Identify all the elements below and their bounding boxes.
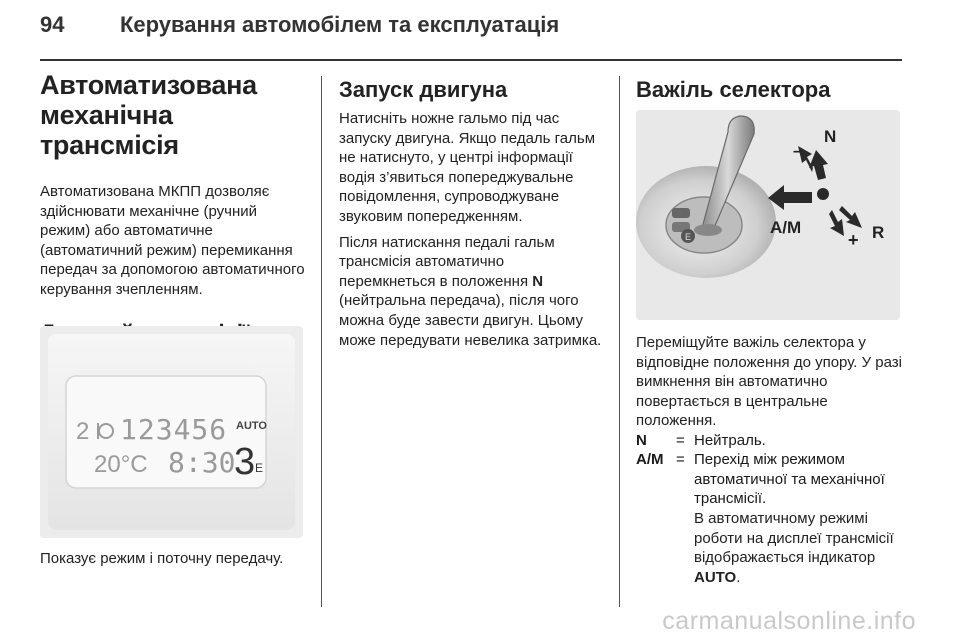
selector-lever-heading: Важіль селектора [636,77,831,102]
current-gear: 3 [234,441,256,483]
label-minus: – [793,141,803,160]
label-plus: + [848,230,859,250]
left-column [40,70,310,346]
para2-text-start: Після натискання педалі гальм трансмісія автоматично перемкнеться в положення [339,233,555,290]
header-divider [40,59,902,61]
transmission-intro: Автоматизована МКПП дозволяє здійснювати механічне (ручний режим) або автоматичне (автоматичний режим) перемикання передач за допомогою автоматичного керування зчепленням. [40,183,305,298]
definition-am [636,450,911,510]
transmission-heading: Автоматизована механічна трансмісія [40,70,257,160]
svg-text:E: E [685,232,692,242]
para2-text-end: (нейтральна передача), після чого можна буде завести двигун. Цьому може передувати невелика затримка. [339,292,602,349]
clock-display: 8:30 [168,446,236,479]
note-text-end: . [736,568,741,586]
right-column [636,70,911,103]
label-r: R [872,223,885,242]
column-divider-1 [321,76,322,607]
page-title: Керування автомобілем та експлуатація [120,12,560,37]
selector-lever-illustration [636,110,900,320]
transmission-display-illustration [40,326,303,538]
page-number: 94 [40,12,65,37]
definition-equals: = [676,451,685,468]
auto-indicator-label: AUTO [694,568,737,586]
middle-column [339,70,604,350]
watermark: carmanualsonline.info [662,607,916,635]
selector-lever-figure [636,110,900,320]
definition-desc: Перехід між режимом автоматичної та механічної трансмісії. [694,451,885,508]
transmission-display-figure [40,326,303,538]
display-caption: Показує режим і поточну передачу. [40,550,284,567]
selector-lever-para: Переміщуйте важіль селектора у відповідне положення до упору. У разі вимкнення він автоматично повертається в центральне положення. [636,334,902,430]
definition-equals: = [676,432,685,449]
definition-n [636,431,911,451]
outside-temperature: 20°C [94,451,148,478]
engine-start-para1: Натисніть ножне гальмо під час запуску двигуна. Якщо педаль гальм не натиснуто, у центрі інформації водія з’явиться попереджувальне повідомлення, супроводжуване звуковим попередженням. [339,110,596,225]
gear-mode-indicator: E [255,461,264,475]
odometer-reading: 123456 [120,413,228,446]
column-divider-2 [619,76,620,607]
definition-term: N [636,432,647,449]
label-n: N [824,127,837,146]
auto-indicator: AUTO [236,420,267,432]
definition-desc: Нейтраль. [694,432,766,449]
definition-term: A/M [636,451,664,468]
neutral-position-label: N [532,272,544,290]
engine-start-heading: Запуск двигуна [339,77,508,102]
engine-start-para2 [339,233,604,351]
auto-mode-note [694,509,910,587]
label-am: A/M [770,218,802,237]
lever-center-position [817,188,829,200]
display-icon-number: 2 [76,418,90,445]
page-header [40,10,920,50]
note-text-start: В автоматичному режимі роботи на дисплеї трансмісії відображається індикатор [694,510,894,567]
